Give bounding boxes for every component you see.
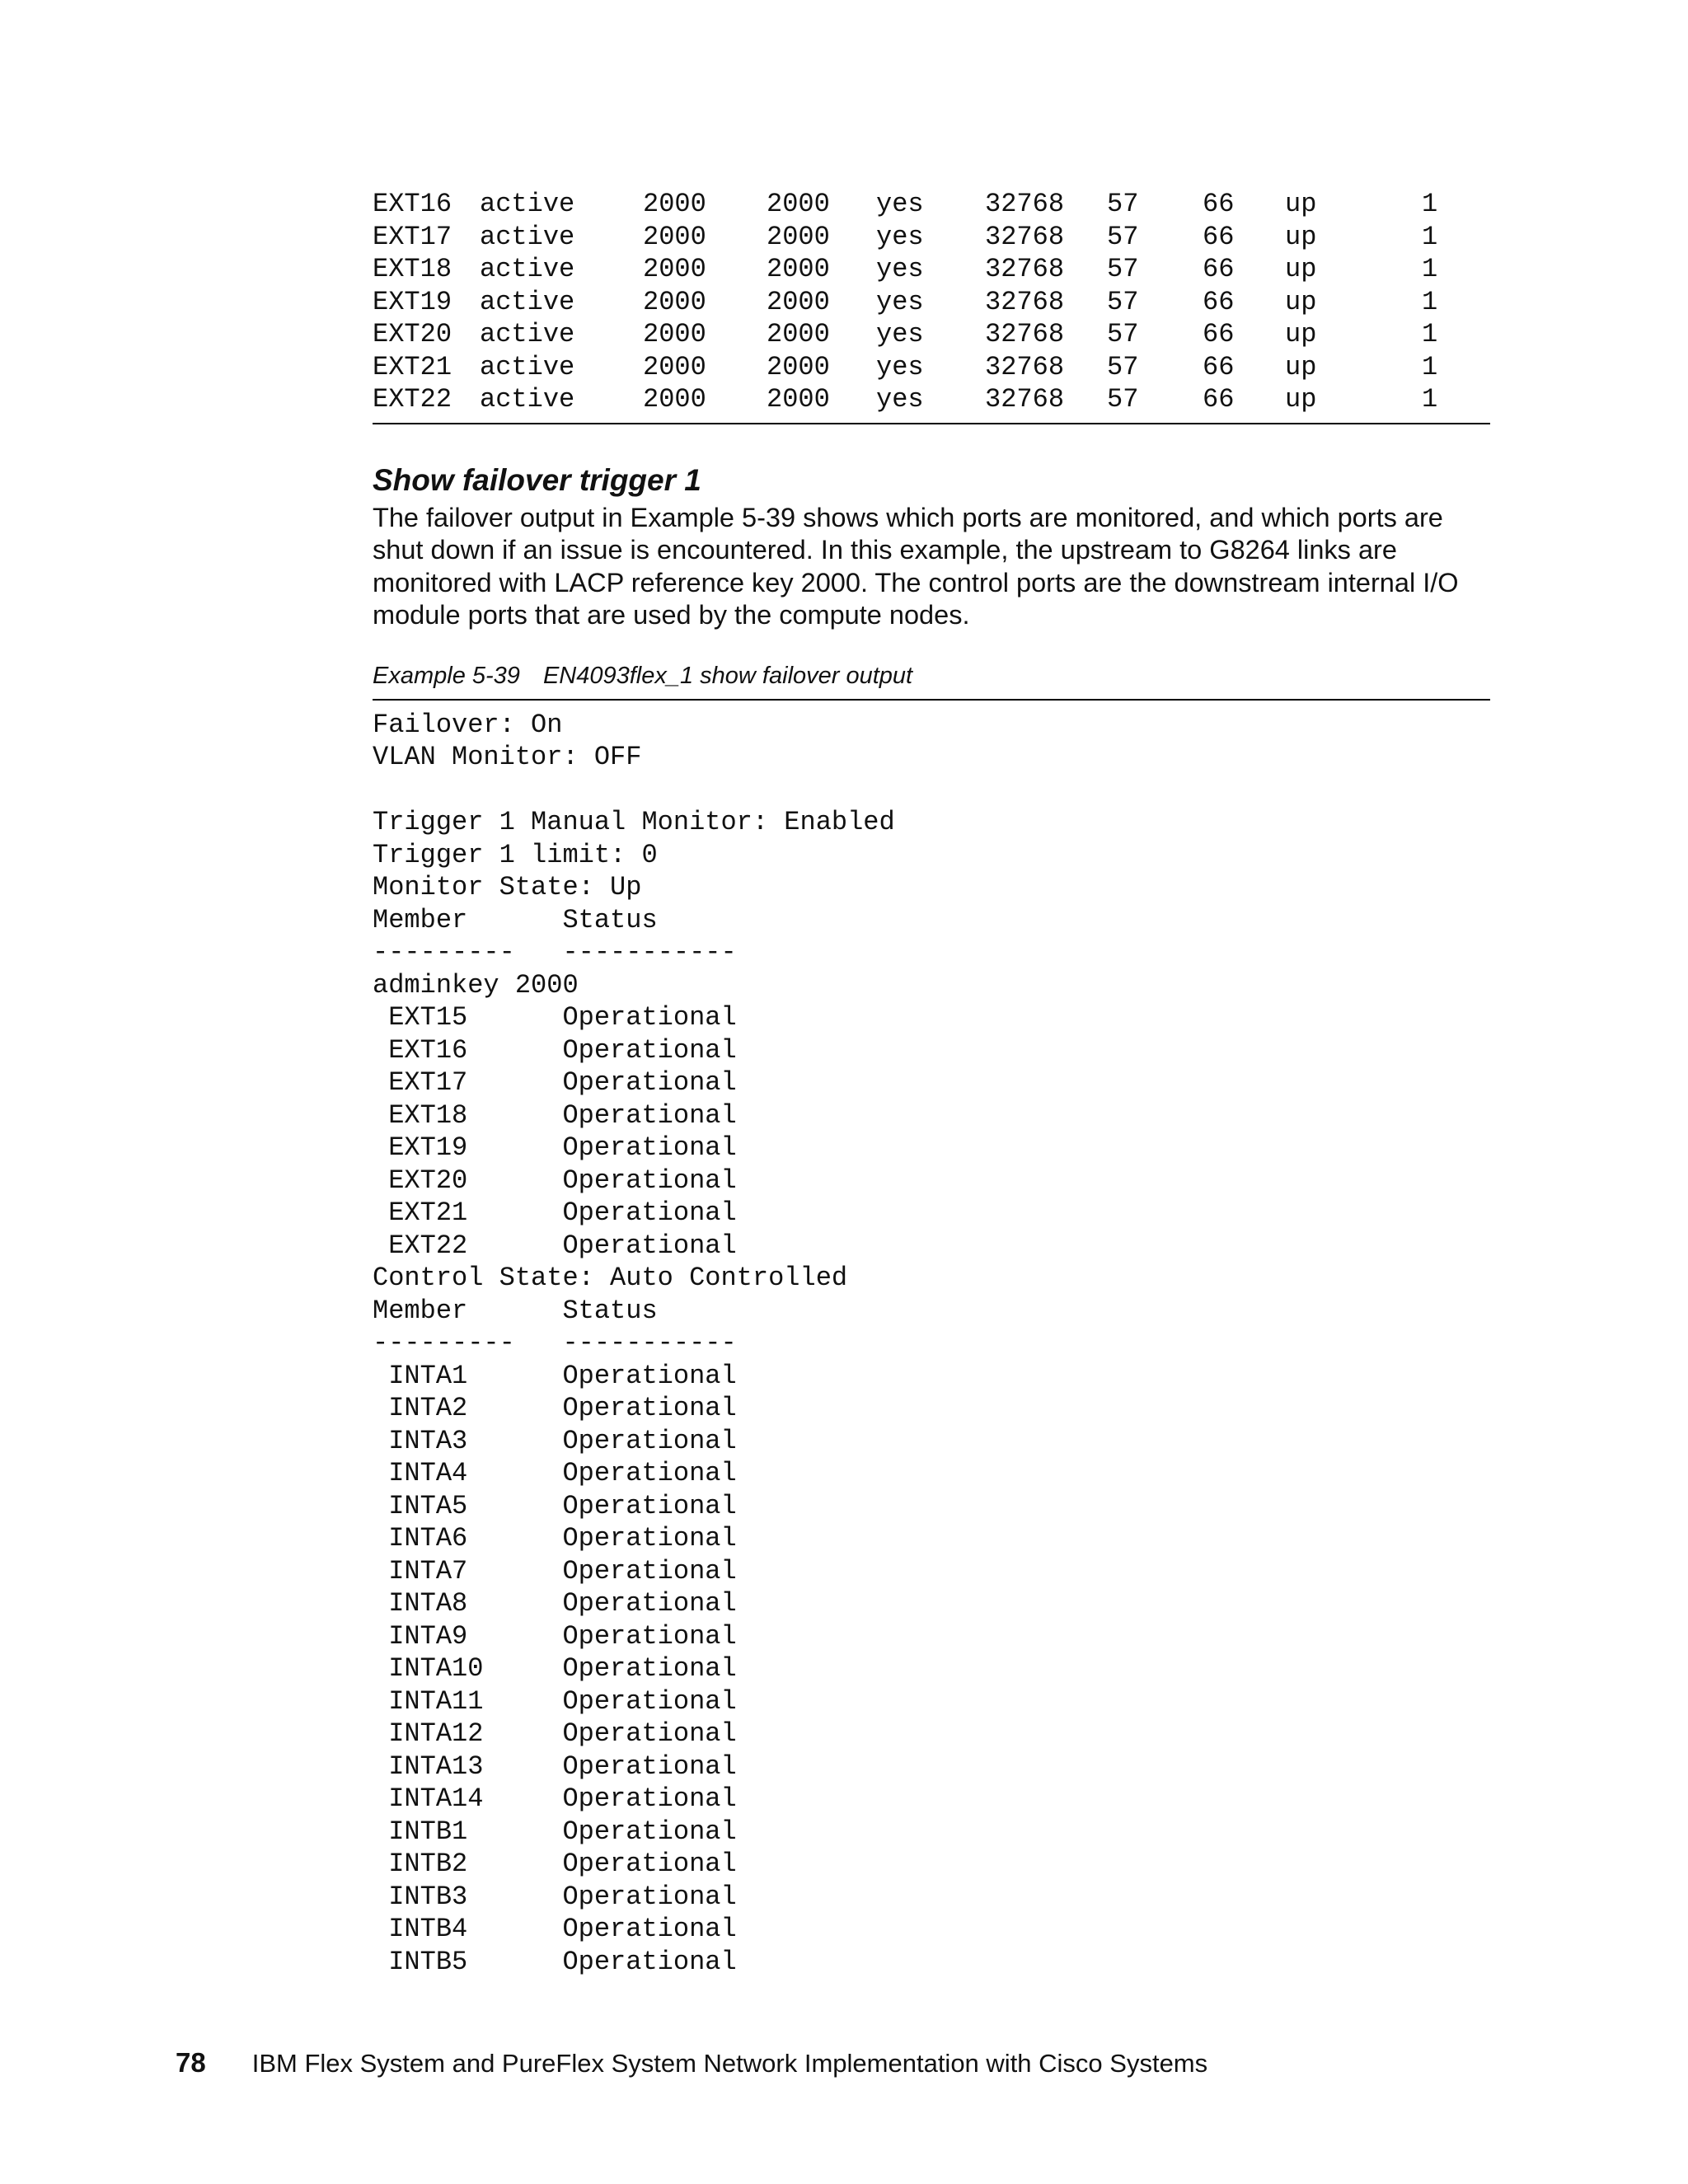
code-line: --------- ----------- xyxy=(373,1328,737,1358)
table-cell: 66 xyxy=(1203,221,1235,252)
table-cell: 2000 xyxy=(767,351,830,382)
table-cell: 2000 xyxy=(767,286,830,317)
example-number: Example 5-39 xyxy=(373,662,520,689)
table-cell: 1 xyxy=(1422,286,1438,317)
table-cell: 32768 xyxy=(985,351,1065,382)
example-title: EN4093flex_1 show failover output xyxy=(542,662,913,689)
code-line: Trigger 1 limit: 0 xyxy=(373,839,658,870)
table-row xyxy=(373,351,1490,384)
table-row xyxy=(373,221,1490,254)
table-cell: 2000 xyxy=(767,319,830,349)
code-line: INTA7 Operational xyxy=(373,1555,737,1586)
example-caption xyxy=(373,661,1490,691)
example-top-rule xyxy=(373,699,1490,701)
code-line: INTB3 Operational xyxy=(373,1881,737,1912)
table-cell: yes xyxy=(876,221,924,252)
table-cell: EXT21 xyxy=(373,351,452,382)
code-line: INTA9 Operational xyxy=(373,1620,737,1652)
code-line: EXT21 Operational xyxy=(373,1197,737,1228)
table-bottom-rule xyxy=(373,423,1490,424)
code-line: Failover: On xyxy=(373,709,563,740)
code-line: INTA14 Operational xyxy=(373,1783,737,1814)
table-cell: 57 xyxy=(1107,221,1139,252)
code-line: EXT15 Operational xyxy=(373,1002,737,1033)
code-line: adminkey 2000 xyxy=(373,969,579,1001)
table-cell: 32768 xyxy=(985,286,1065,317)
table-cell: 1 xyxy=(1422,189,1438,219)
code-line: INTA11 Operational xyxy=(373,1685,737,1717)
table-cell: up xyxy=(1285,384,1317,415)
table-cell: active xyxy=(480,189,575,219)
table-cell: yes xyxy=(876,351,924,382)
table-cell: up xyxy=(1285,189,1317,219)
table-cell: 32768 xyxy=(985,221,1065,252)
table-cell: 66 xyxy=(1203,384,1235,415)
table-cell: 32768 xyxy=(985,189,1065,219)
table-cell: EXT18 xyxy=(373,254,452,284)
code-line: Member Status xyxy=(373,1295,658,1326)
table-cell: 2000 xyxy=(643,221,706,252)
table-cell: 66 xyxy=(1203,351,1235,382)
table-cell: 1 xyxy=(1422,221,1438,252)
table-cell: 2000 xyxy=(643,254,706,284)
code-line: INTA1 Operational xyxy=(373,1360,737,1391)
table-cell: 2000 xyxy=(643,189,706,219)
table-cell: 57 xyxy=(1107,319,1139,349)
table-cell: 2000 xyxy=(767,384,830,415)
code-line: INTA12 Operational xyxy=(373,1718,737,1749)
failover-output-code xyxy=(373,709,1490,1979)
lacp-port-table xyxy=(373,188,1490,416)
code-line: INTA4 Operational xyxy=(373,1458,737,1488)
table-cell: 66 xyxy=(1203,286,1235,317)
code-line: INTA13 Operational xyxy=(373,1750,737,1782)
page-content xyxy=(373,188,1490,1978)
code-line: INTB1 Operational xyxy=(373,1816,737,1847)
table-row xyxy=(373,253,1490,286)
code-line: INTA2 Operational xyxy=(373,1393,737,1423)
table-cell: 66 xyxy=(1203,189,1235,219)
table-cell: 32768 xyxy=(985,254,1065,284)
table-cell: 2000 xyxy=(643,286,706,317)
code-line: Monitor State: Up xyxy=(373,872,642,902)
code-line: INTA5 Operational xyxy=(373,1490,737,1521)
table-row xyxy=(373,286,1490,319)
code-line: EXT19 Operational xyxy=(373,1132,737,1163)
code-line xyxy=(373,774,1490,807)
table-cell: 2000 xyxy=(643,351,706,382)
code-line: INTB2 Operational xyxy=(373,1849,737,1879)
table-cell: EXT22 xyxy=(373,384,452,415)
table-cell: yes xyxy=(876,189,924,219)
code-line: VLAN Monitor: OFF xyxy=(373,742,642,772)
table-cell: active xyxy=(480,384,575,415)
code-line: Trigger 1 Manual Monitor: Enabled xyxy=(373,807,895,837)
table-cell: 2000 xyxy=(643,319,706,349)
table-cell: up xyxy=(1285,351,1317,382)
table-cell: 1 xyxy=(1422,254,1438,284)
table-cell: EXT20 xyxy=(373,319,452,349)
code-line: EXT16 Operational xyxy=(373,1034,737,1066)
section-paragraph: The failover output in Example 5-39 shows which ports are monitored, and which ports are shut down if an issue is encountered. In this example, the upstream to G8264 links are monitored with LACP reference key 2000. The control ports are the downstream internal I/O module ports that are used by the compute nodes. xyxy=(373,502,1459,630)
code-line: EXT17 Operational xyxy=(373,1067,737,1098)
table-cell: 57 xyxy=(1107,351,1139,382)
table-cell: 1 xyxy=(1422,384,1438,415)
table-cell: 2000 xyxy=(767,189,830,219)
table-cell: 57 xyxy=(1107,286,1139,317)
table-row xyxy=(373,383,1490,416)
code-line: INTA8 Operational xyxy=(373,1588,737,1619)
table-cell: yes xyxy=(876,254,924,284)
code-line: INTA3 Operational xyxy=(373,1425,737,1456)
section-heading: Show failover trigger 1 xyxy=(373,462,701,497)
table-cell: 57 xyxy=(1107,384,1139,415)
code-line: EXT20 Operational xyxy=(373,1165,737,1196)
code-line: EXT22 Operational xyxy=(373,1230,737,1261)
table-cell: up xyxy=(1285,319,1317,349)
table-cell: 2000 xyxy=(643,384,706,415)
page-footer xyxy=(176,2047,1207,2079)
table-cell: 32768 xyxy=(985,384,1065,415)
table-cell: 57 xyxy=(1107,189,1139,219)
code-line: Member Status xyxy=(373,904,658,935)
code-line: INTA6 Operational xyxy=(373,1523,737,1554)
code-line: --------- ----------- xyxy=(373,937,737,968)
code-line: Control State: Auto Controlled xyxy=(373,1263,848,1293)
table-cell: active xyxy=(480,254,575,284)
table-cell: active xyxy=(480,221,575,252)
table-cell: yes xyxy=(876,319,924,349)
table-cell: yes xyxy=(876,384,924,415)
table-cell: up xyxy=(1285,221,1317,252)
code-line: INTB5 Operational xyxy=(373,1946,737,1977)
table-cell: active xyxy=(480,286,575,317)
book-title: IBM Flex System and PureFlex System Network Implementation with Cisco Systems xyxy=(251,2049,1208,2078)
table-cell: 2000 xyxy=(767,254,830,284)
table-cell: 2000 xyxy=(767,221,830,252)
table-cell: up xyxy=(1285,254,1317,284)
table-cell: 1 xyxy=(1422,351,1438,382)
table-cell: 66 xyxy=(1203,254,1235,284)
table-cell: 57 xyxy=(1107,254,1139,284)
code-line: EXT18 Operational xyxy=(373,1099,737,1131)
table-cell: EXT17 xyxy=(373,221,452,252)
table-cell: EXT19 xyxy=(373,286,452,317)
table-cell: active xyxy=(480,319,575,349)
code-line: INTA10 Operational xyxy=(373,1653,737,1684)
table-row xyxy=(373,318,1490,351)
table-cell: 1 xyxy=(1422,319,1438,349)
table-cell: EXT16 xyxy=(373,189,452,219)
table-cell: active xyxy=(480,351,575,382)
table-cell: yes xyxy=(876,286,924,317)
table-row xyxy=(373,188,1490,221)
table-cell: 66 xyxy=(1203,319,1235,349)
table-cell: 32768 xyxy=(985,319,1065,349)
table-cell: up xyxy=(1285,286,1317,317)
code-line: INTB4 Operational xyxy=(373,1914,737,1944)
page-number: 78 xyxy=(176,2047,206,2078)
